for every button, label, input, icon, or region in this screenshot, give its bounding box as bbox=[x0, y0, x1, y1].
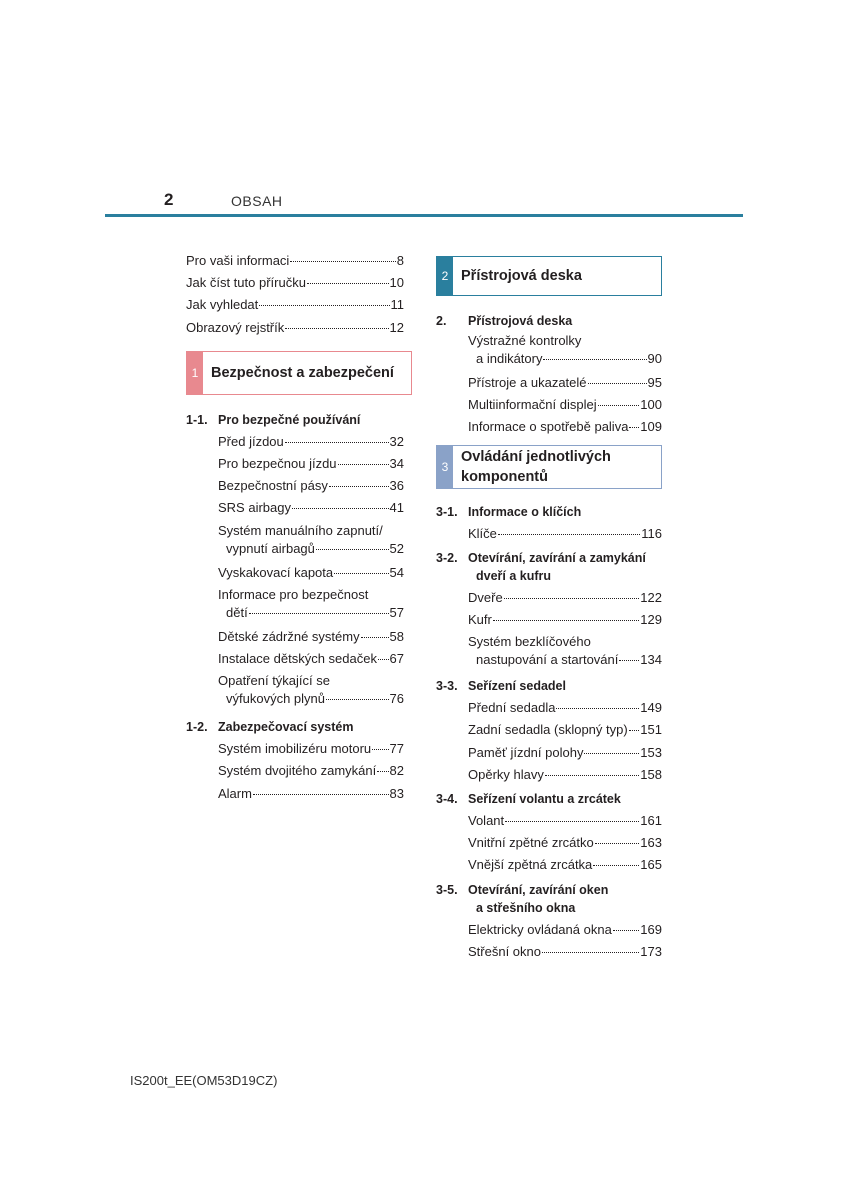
toc-entry-page: 116 bbox=[641, 525, 662, 541]
chapter-2-tab: 2 bbox=[437, 257, 453, 295]
toc-entry-page: 36 bbox=[389, 478, 404, 494]
toc-entry-page: 83 bbox=[389, 785, 404, 801]
toc-entry-label: Jak číst tuto příručku bbox=[186, 275, 306, 291]
toc-entry[interactable] bbox=[468, 832, 662, 854]
section-3-4-heading: 3-4. Seřízení volantu a zrcátek bbox=[436, 792, 621, 807]
toc-entry-label: Elektricky ovládaná okna bbox=[468, 921, 612, 937]
leader-dots bbox=[556, 708, 639, 709]
leader-dots bbox=[595, 843, 640, 844]
toc-entry-page: 34 bbox=[389, 456, 404, 472]
toc-entry-label: SRS airbagy bbox=[218, 500, 291, 516]
toc-entry[interactable] bbox=[468, 697, 662, 719]
toc-entry-exhaust[interactable]: Opatření týkající se výfukových plynů 76 bbox=[218, 673, 404, 707]
leader-dots bbox=[629, 730, 640, 731]
leader-dots bbox=[285, 328, 388, 329]
toc-entry-page: 163 bbox=[640, 835, 662, 851]
section-3-3-list bbox=[436, 697, 662, 786]
toc-entry-page: 10 bbox=[389, 275, 404, 291]
chapter-1-tab: 1 bbox=[187, 352, 203, 394]
toc-right-column bbox=[436, 256, 662, 963]
toc-entry-label: Střešní okno bbox=[468, 943, 541, 959]
section-3-5-list bbox=[436, 919, 662, 963]
intro-list bbox=[186, 250, 404, 339]
toc-entry-page: 151 bbox=[640, 722, 662, 738]
toc-entry[interactable] bbox=[468, 587, 662, 609]
toc-entry-page: 173 bbox=[640, 943, 662, 959]
toc-entry-label: Obrazový rejstřík bbox=[186, 319, 285, 335]
toc-entry-airbag-switch[interactable]: Systém manuálního zapnutí/ vypnutí airbagů 52 bbox=[218, 522, 404, 556]
toc-entry-label: Před jízdou bbox=[218, 433, 284, 449]
toc-left-column bbox=[186, 250, 404, 805]
toc-entry[interactable] bbox=[218, 783, 404, 805]
toc-entry-label: Informace o spotřebě paliva bbox=[468, 419, 629, 435]
toc-entry-label: Kufr bbox=[468, 612, 492, 628]
section-3-2-heading-line2: dveří a kufru bbox=[476, 568, 552, 583]
section-2-list bbox=[436, 372, 662, 439]
section-3-5-heading-line2: a střešního okna bbox=[476, 900, 576, 915]
leader-dots bbox=[285, 442, 389, 443]
toc-entry-page: 41 bbox=[389, 500, 404, 516]
toc-entry-label: Systém imobilizéru motoru bbox=[218, 741, 372, 757]
toc-entry-child-safety[interactable]: Informace pro bezpečnost dětí 57 bbox=[218, 586, 404, 620]
section-3-1-heading: 3-1. Informace o klíčích bbox=[436, 504, 582, 519]
toc-entry-page: 67 bbox=[389, 651, 404, 667]
toc-entry-label: Klíče bbox=[468, 525, 497, 541]
toc-entry-label: Instalace dětských sedaček bbox=[218, 651, 377, 667]
toc-entry[interactable] bbox=[218, 497, 404, 519]
leader-dots bbox=[338, 464, 389, 465]
section-3-2-heading: 3-2. Otevírání, zavírání a zamykání bbox=[436, 550, 646, 565]
toc-entry-page: 82 bbox=[389, 763, 404, 779]
leader-dots bbox=[253, 794, 389, 795]
page-title: OBSAH bbox=[231, 193, 283, 209]
section-3-1-list bbox=[436, 523, 662, 545]
toc-entry-page: 165 bbox=[640, 857, 662, 873]
leader-dots bbox=[372, 749, 388, 750]
toc-entry-label: Alarm bbox=[218, 785, 252, 801]
toc-entry[interactable] bbox=[468, 523, 662, 545]
toc-entry[interactable] bbox=[468, 854, 662, 876]
section-2-heading: 2. Přístrojová deska bbox=[436, 314, 573, 328]
leader-dots bbox=[361, 637, 389, 638]
toc-entry[interactable] bbox=[186, 250, 404, 272]
leader-dots bbox=[378, 659, 389, 660]
toc-entry-label: Dveře bbox=[468, 589, 503, 605]
section-3-4-list bbox=[436, 810, 662, 877]
chapter-3-tab: 3 bbox=[437, 446, 453, 488]
toc-entry-label: Vnější zpětná zrcátka bbox=[468, 857, 593, 873]
toc-entry-page: 11 bbox=[390, 297, 404, 313]
toc-entry-page: 161 bbox=[640, 813, 662, 829]
toc-entry-label: Přístroje a ukazatelé bbox=[468, 375, 587, 390]
toc-entry-page: 169 bbox=[640, 921, 662, 937]
toc-entry-label: Opěrky hlavy bbox=[468, 766, 544, 782]
toc-entry[interactable] bbox=[468, 372, 662, 394]
toc-entry-page: 129 bbox=[640, 612, 662, 628]
toc-entry-page: 12 bbox=[389, 319, 404, 335]
toc-entry[interactable] bbox=[218, 648, 404, 670]
toc-entry[interactable] bbox=[218, 760, 404, 782]
chapter-2-header[interactable] bbox=[436, 256, 662, 296]
toc-entry-label: Přední sedadla bbox=[468, 700, 556, 716]
toc-entry-page: 122 bbox=[640, 589, 662, 605]
leader-dots bbox=[584, 753, 639, 754]
toc-entry-label: Pro bezpečnou jízdu bbox=[218, 456, 337, 472]
toc-entry-label: Dětské zádržné systémy bbox=[218, 628, 360, 644]
leader-dots bbox=[593, 865, 639, 866]
toc-entry-page: 58 bbox=[389, 628, 404, 644]
toc-entry-label: Volant bbox=[468, 813, 505, 829]
toc-entry[interactable] bbox=[468, 719, 662, 741]
page-number: 2 bbox=[164, 190, 174, 209]
leader-dots bbox=[588, 383, 647, 384]
toc-entry[interactable] bbox=[468, 810, 662, 832]
toc-entry-label: Paměť jízdní polohy bbox=[468, 744, 584, 760]
chapter-1-header[interactable] bbox=[186, 351, 412, 395]
leader-dots bbox=[493, 620, 639, 621]
section-3-2-list bbox=[436, 587, 662, 631]
toc-entry-page: 149 bbox=[640, 700, 662, 716]
leader-dots bbox=[505, 821, 639, 822]
toc-entry[interactable] bbox=[468, 941, 662, 963]
leader-dots bbox=[613, 930, 639, 931]
toc-entry[interactable] bbox=[218, 626, 404, 648]
leader-dots bbox=[259, 305, 389, 306]
toc-entry-page: 95 bbox=[647, 375, 662, 390]
toc-entry-warning-lights[interactable]: Výstražné kontrolky a indikátory 90 bbox=[468, 333, 662, 366]
section-1-1-list-a bbox=[186, 431, 404, 520]
toc-entry[interactable] bbox=[218, 431, 404, 453]
leader-dots bbox=[629, 427, 639, 428]
leader-dots bbox=[598, 405, 640, 406]
toc-entry[interactable] bbox=[468, 764, 662, 786]
toc-entry-label: Bezpečnostní pásy bbox=[218, 478, 328, 494]
toc-entry[interactable] bbox=[218, 453, 404, 475]
section-1-1-list-b bbox=[186, 626, 404, 670]
leader-dots bbox=[498, 534, 640, 535]
toc-entry[interactable] bbox=[468, 919, 662, 941]
toc-entry-label: Pro vaši informaci bbox=[186, 253, 290, 268]
toc-entry-page: 32 bbox=[389, 433, 404, 449]
leader-dots bbox=[292, 508, 389, 509]
toc-entry-page: 100 bbox=[640, 397, 662, 413]
toc-entry[interactable] bbox=[468, 416, 662, 438]
toc-entry[interactable] bbox=[186, 294, 404, 316]
leader-dots bbox=[377, 771, 388, 772]
toc-entry-pop-up-hood[interactable]: Vyskakovací kapota 54 bbox=[218, 564, 404, 580]
toc-entry[interactable] bbox=[218, 475, 404, 497]
toc-entry[interactable] bbox=[468, 609, 662, 631]
toc-entry[interactable] bbox=[186, 272, 404, 294]
header-rule bbox=[105, 214, 743, 217]
toc-entry-page: 153 bbox=[640, 744, 662, 760]
toc-entry-label: Vnitřní zpětné zrcátko bbox=[468, 835, 594, 851]
toc-entry-page: 158 bbox=[640, 766, 662, 782]
toc-entry[interactable] bbox=[468, 394, 662, 416]
toc-entry-label: Multiinformační displej bbox=[468, 397, 597, 413]
toc-entry-page: 8 bbox=[396, 253, 404, 268]
leader-dots bbox=[542, 952, 639, 953]
toc-entry-label: Systém dvojitého zamykání bbox=[218, 763, 377, 779]
toc-entry-page: 77 bbox=[389, 741, 404, 757]
leader-dots bbox=[290, 261, 395, 262]
leader-dots bbox=[545, 775, 639, 776]
toc-entry[interactable] bbox=[218, 738, 404, 760]
leader-dots bbox=[307, 283, 389, 284]
section-1-2-heading: 1-2. Zabezpečovací systém bbox=[186, 720, 354, 735]
toc-entry-page: 109 bbox=[640, 419, 662, 435]
footer-code: IS200t_EE(OM53D19CZ) bbox=[130, 1073, 278, 1088]
leader-dots bbox=[329, 486, 389, 487]
section-1-2-list bbox=[186, 738, 404, 805]
toc-entry[interactable] bbox=[468, 742, 662, 764]
section-1-1-heading: 1-1. Pro bezpečné používání bbox=[186, 412, 361, 427]
chapter-3-title: Ovládání jednotlivých komponentů bbox=[461, 448, 611, 485]
chapter-2-title: Přístrojová deska bbox=[461, 268, 582, 284]
section-3-5-heading: 3-5. Otevírání, zavírání oken bbox=[436, 882, 609, 897]
toc-entry[interactable] bbox=[186, 317, 404, 339]
chapter-3-header[interactable] bbox=[436, 445, 662, 489]
toc-entry-label: Zadní sedadla (sklopný typ) bbox=[468, 722, 628, 738]
leader-dots bbox=[504, 598, 640, 599]
toc-entry-label: Jak vyhledat bbox=[186, 297, 259, 313]
section-3-3-heading: 3-3. Seřízení sedadel bbox=[436, 679, 566, 694]
toc-entry-keyless[interactable]: Systém bezklíčového nastupování a startování 134 bbox=[468, 634, 662, 668]
chapter-1-title: Bezpečnost a zabezpečení bbox=[211, 364, 394, 381]
